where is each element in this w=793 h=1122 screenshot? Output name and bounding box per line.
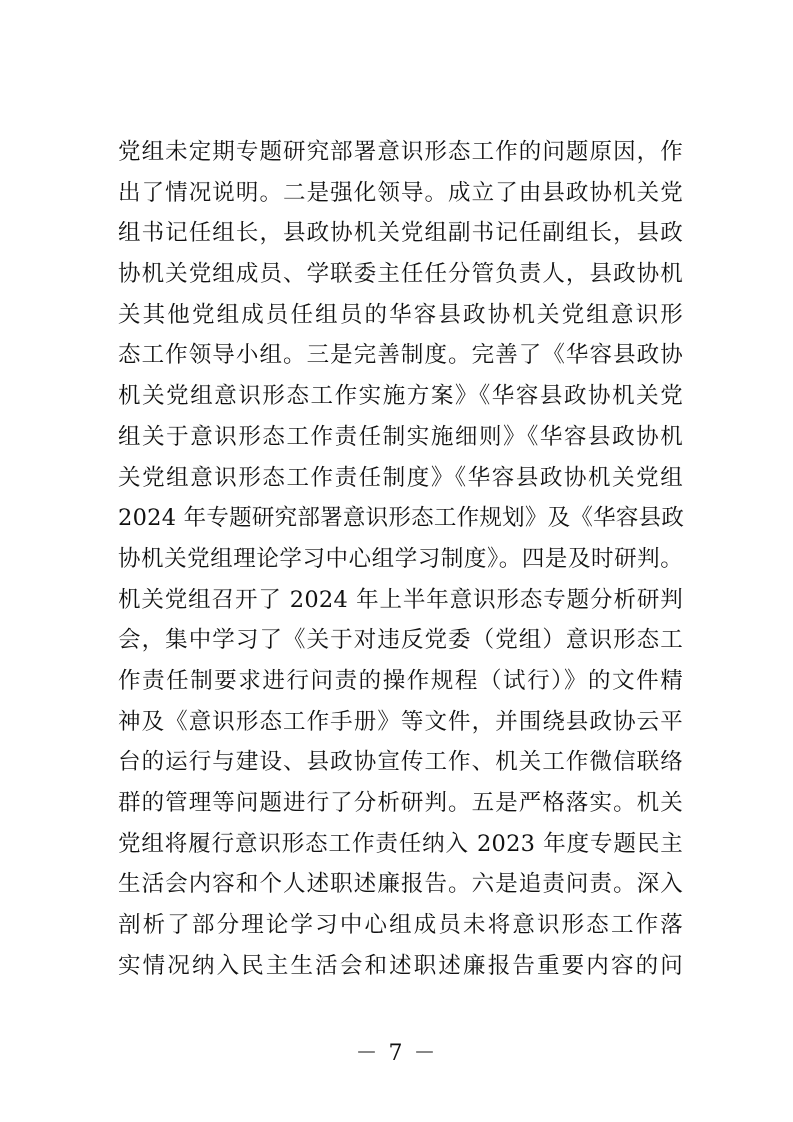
body-text: [118, 132, 683, 986]
text-line: 机关党组意识形态工作实施方案》《华容县政协机关党: [118, 383, 683, 410]
text-line: 党组未定期专题研究部署意识形态工作的问题原因，作: [118, 139, 683, 165]
text-line: 出了情况说明。二是强化领导。成立了由县政协机关党: [118, 179, 683, 206]
text-line: 关党组意识形态工作责任制度》《华容县政协机关党组: [118, 464, 683, 491]
text-line: 协机关党组成员、学联委主任任分管负责人，县政协机: [118, 261, 683, 288]
text-line: 协机关党组理论学习中心组学习制度》。四是及时研判。: [118, 545, 683, 572]
text-line: 生活会内容和个人述职述廉报告。六是追责问责。深入: [118, 871, 683, 898]
text-line: 作责任制要求进行问责的操作规程（试行）》的文件精: [118, 667, 683, 694]
page-number: － 7 －: [355, 1041, 438, 1066]
text-line: 实情况纳入民主生活会和述职述廉报告重要内容的问: [118, 952, 683, 979]
text-line: 党组将履行意识形态工作责任纳入 2023 年度专题民主: [118, 830, 683, 857]
text-line: 关其他党组成员任组员的华容县政协机关党组意识形: [118, 301, 683, 328]
text-line: 组书记任组长，县政协机关党组副书记任副组长，县政: [118, 220, 683, 247]
text-line: 组关于意识形态工作责任制实施细则》《华容县政协机: [118, 423, 683, 450]
text-line: 群的管理等问题进行了分析研判。五是严格落实。机关: [118, 790, 683, 816]
text-line: 态工作领导小组。三是完善制度。完善了《华容县政协: [118, 342, 683, 369]
text-line: 会，集中学习了《关于对违反党委（党组）意识形态工: [118, 627, 683, 654]
text-line: 2024 年专题研究部署意识形态工作规划》及《华容县政: [118, 505, 685, 532]
text-line: 神及《意识形态工作手册》等文件，并围绕县政协云平: [118, 708, 683, 735]
text-line: 机关党组召开了 2024 年上半年意识形态专题分析研判: [118, 586, 683, 613]
text-line: 剖析了部分理论学习中心组成员未将意识形态工作落: [118, 912, 683, 939]
text-line: 台的运行与建设、县政协宣传工作、机关工作微信联络: [118, 749, 683, 776]
